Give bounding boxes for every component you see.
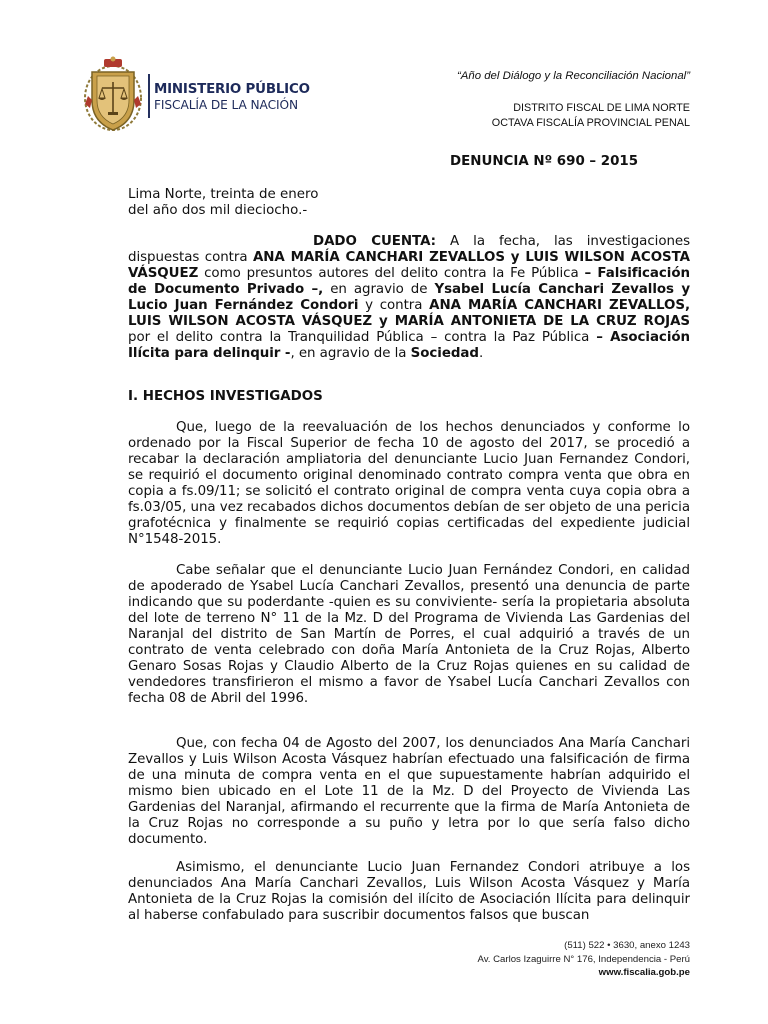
date-block <box>128 187 318 219</box>
org-subtitle: FISCALÍA DE LA NACIÓN <box>154 98 298 112</box>
p1-text-1: A la fecha, las investigaciones dispuestas contra <box>128 234 691 265</box>
p1-text-7: . <box>478 346 484 361</box>
ministerio-publico-seal-icon <box>82 56 144 134</box>
paragraph-3-text: Cabe señalar que el denunciante Lucio Juan Fernández Condori, en calidad de apoderado de Ysabel Lucía Canchari Zevallos, presentó una denuncia de parte indicando que su poderdante -quien es su conviviente- sería la propietaria absoluta del lote de terreno N° 11 de la Mz. D del Programa de Vivienda Las Gardenias del Naranjal del distrito de San Martín de Porres, el cual adquirió a través de un contrato de venta celebrado con doña María Antonieta de la Cruz Rojas, Alberto Genaro Sosas Rojas y Claudio Alberto de la Cruz Rojas quienes en su calidad de vendedores transfirieron el mismo a favor de Ysabel Lucía Canchari Zevallos con fecha 08 de Abril del 1996. <box>128 563 690 706</box>
p1-text-3: en agravio de <box>323 282 435 297</box>
footer-address: Av. Carlos Izaguirre N° 176, Independencia - Perú <box>477 953 690 965</box>
paragraph-3 <box>128 563 690 707</box>
district-name: DISTRITO FISCAL DE LIMA NORTE <box>513 102 690 114</box>
p1-text-6: , en agravio de la <box>290 346 411 361</box>
document-title: DENUNCIA Nº 690 – 2015 <box>450 154 639 169</box>
office-block <box>492 101 690 131</box>
footer-website-link[interactable]: www.fiscalia.gob.pe <box>598 967 690 978</box>
p1-text-4: y contra <box>358 298 430 313</box>
footer-phone: (511) 522 • 3630, anexo 1243 <box>564 940 690 951</box>
date-line-1: Lima Norte, treinta de enero <box>128 187 319 202</box>
paragraph-2 <box>128 420 690 548</box>
paragraph-2-text: Que, luego de la reevaluación de los hechos denunciados y conforme lo ordenado por la Fiscal Superior de fecha 10 de agosto del 2017, se procedió a recabar la declaración ampliatoria del denunciante Lucio Juan Fernandez Condori, se requirió el documento original denominado contrato compra venta que obra en copia a fs.09/11; se solicitó el contrato original de compra venta cuya copia obra a fs.03/05, una vez recabados dichos documentos debían de ser objeto de una pericia grafotécnica y finalmente se requirió copias certificadas del expediente judicial N°1548-2015. <box>128 420 690 547</box>
office-name: OCTAVA FISCALÍA PROVINCIAL PENAL <box>491 117 690 129</box>
dado-cuenta-lead: DADO CUENTA: <box>313 234 436 249</box>
p1-bold-6: Sociedad <box>410 346 479 361</box>
paragraph-4-text: Que, con fecha 04 de Agosto del 2007, los denunciados Ana María Canchari Zevallos y Luis Wilson Acosta Vásquez habrían efectuado una falsificación de firma de una minuta de compra venta en el que supuestamente habrían adquirido el mismo bien ubicado en el Lote 11 de la Mz. D del Proyecto de Vivienda Las Gardenias del Naranjal, afirmando el recurrente que la firma de María Antonieta de la Cruz Rojas no corresponde a su puño y letra por lo que sería falso dicho documento. <box>128 736 690 847</box>
p1-bold-1: ANA MARÍA CANCHARI ZEVALLOS y LUIS WILSON ACOSTA VÁSQUEZ <box>128 250 690 281</box>
ministerio-publico-logo <box>78 54 308 138</box>
paragraph-dado-cuenta <box>128 234 690 362</box>
p1-bold-5: – Asociación Ilícita para delinquir - <box>128 330 690 361</box>
p1-bold-2: – Falsificación de Documento Privado –, <box>128 266 690 297</box>
date-line-2: del año dos mil dieciocho.- <box>128 203 308 218</box>
p1-bold-4: ANA MARÍA CANCHARI ZEVALLOS, LUIS WILSON ACOSTA VÁSQUEZ y MARÍA ANTONIETA DE LA CRUZ ROJAS <box>128 298 690 329</box>
year-motto: “Año del Diálogo y la Reconciliación Nacional” <box>457 70 690 82</box>
p1-text-5: por el delito contra la Tranquilidad Pública – contra la Paz Pública <box>128 330 597 345</box>
paragraph-5 <box>128 860 690 924</box>
logo-divider <box>148 74 150 118</box>
org-name: MINISTERIO PÚBLICO <box>154 82 310 97</box>
p1-bold-3: Ysabel Lucía Canchari Zevallos y Lucio Juan Fernández Condori <box>128 282 691 313</box>
p1-text-2: como presuntos autores del delito contra la Fe Pública <box>198 266 585 281</box>
section-heading: I. HECHOS INVESTIGADOS <box>128 389 323 404</box>
paragraph-5-text: Asimismo, el denunciante Lucio Juan Fernandez Condori atribuye a los denunciados Ana María Canchari Zevallos, Luis Wilson Acosta Vásquez y María Antonieta de la Cruz Rojas la comisión del ilícito de Asociación Ilícita para delinquir al haberse confabulado para suscribir documentos falsos que buscan <box>128 860 690 923</box>
paragraph-4 <box>128 736 690 848</box>
footer-contact <box>477 939 690 980</box>
